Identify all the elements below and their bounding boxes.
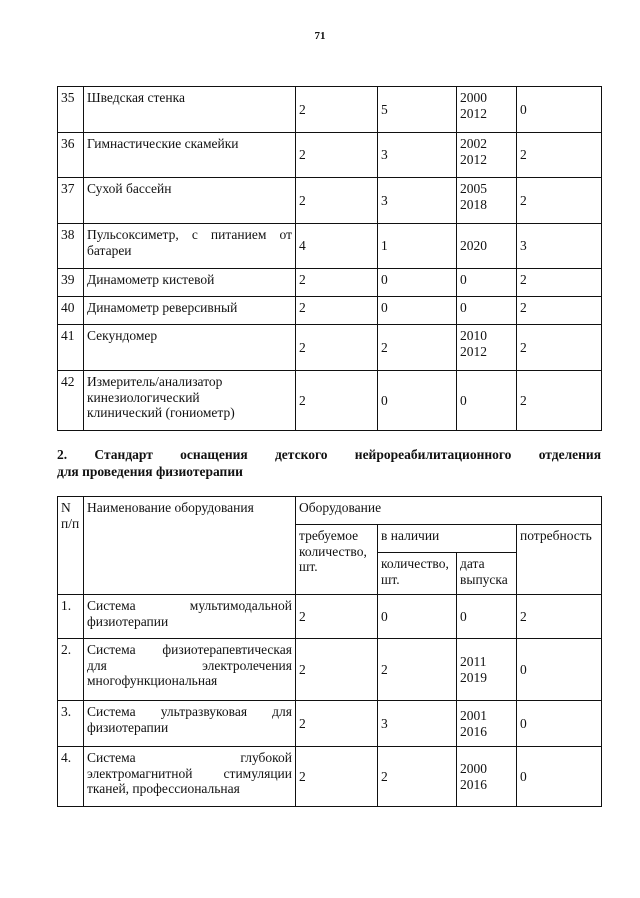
required-quantity: 2 [296, 87, 378, 133]
required-quantity: 2 [296, 701, 378, 747]
row-number: 39 [58, 269, 84, 297]
physiotherapy-equipment-table [57, 496, 602, 807]
equipment-name: Система глубокой электромагнитной стимуляции тканей, профессиональная [84, 747, 296, 807]
need-quantity: 0 [517, 639, 602, 701]
release-date: 2000 2016 [457, 747, 517, 807]
column-header-equipment: Оборудование [296, 497, 602, 525]
release-date: 2000 2012 [457, 87, 517, 133]
row-number: 36 [58, 133, 84, 178]
equipment-name: Пульсоксиметр, с питанием от батареи [84, 224, 296, 269]
equipment-name: Измеритель/анализатор кинезиологический клинический (гониометр) [84, 371, 296, 431]
required-quantity: 2 [296, 297, 378, 325]
available-quantity: 0 [378, 269, 457, 297]
available-quantity: 1 [378, 224, 457, 269]
table-row [58, 269, 602, 297]
row-number: 38 [58, 224, 84, 269]
release-date: 2002 2012 [457, 133, 517, 178]
row-number: 2. [58, 639, 84, 701]
table-row [58, 224, 602, 269]
required-quantity: 2 [296, 747, 378, 807]
available-quantity: 0 [378, 595, 457, 639]
column-header-in-stock: в наличии [378, 525, 517, 553]
release-date: 2005 2018 [457, 178, 517, 224]
required-quantity: 2 [296, 325, 378, 371]
equipment-name: Гимнастические скамейки [84, 133, 296, 178]
row-number: 3. [58, 701, 84, 747]
row-number: 4. [58, 747, 84, 807]
need-quantity: 0 [517, 747, 602, 807]
equipment-name: Система мультимодальной физиотерапии [84, 595, 296, 639]
release-date: 0 [457, 595, 517, 639]
release-date: 2020 [457, 224, 517, 269]
required-quantity: 2 [296, 639, 378, 701]
available-quantity: 2 [378, 639, 457, 701]
table-row [58, 87, 602, 133]
column-header-quantity: количество, шт. [378, 553, 457, 595]
available-quantity: 0 [378, 297, 457, 325]
table-row [58, 595, 602, 639]
required-quantity: 2 [296, 269, 378, 297]
row-number: 40 [58, 297, 84, 325]
required-quantity: 2 [296, 133, 378, 178]
release-date: 2001 2016 [457, 701, 517, 747]
equipment-table-continued [57, 86, 602, 431]
equipment-name: Динамометр реверсивный [84, 297, 296, 325]
need-quantity: 2 [517, 595, 602, 639]
available-quantity: 0 [378, 371, 457, 431]
available-quantity: 3 [378, 701, 457, 747]
section-heading: 2. Стандарт оснащения детского нейрореабилитационного отделения для проведения физиотерапии [57, 447, 601, 479]
release-date: 0 [457, 269, 517, 297]
column-header-number: N п/п [58, 497, 84, 595]
need-quantity: 2 [517, 371, 602, 431]
available-quantity: 5 [378, 87, 457, 133]
need-quantity: 2 [517, 297, 602, 325]
need-quantity: 2 [517, 133, 602, 178]
table-row [58, 178, 602, 224]
release-date: 2011 2019 [457, 639, 517, 701]
row-number: 37 [58, 178, 84, 224]
table-row [58, 297, 602, 325]
table-row [58, 133, 602, 178]
row-number: 35 [58, 87, 84, 133]
need-quantity: 0 [517, 701, 602, 747]
equipment-name: Сухой бассейн [84, 178, 296, 224]
page-number: 71 [314, 30, 326, 42]
release-date: 0 [457, 371, 517, 431]
equipment-name: Секундомер [84, 325, 296, 371]
table-row [58, 325, 602, 371]
need-quantity: 2 [517, 325, 602, 371]
table-row [58, 371, 602, 431]
table-row [58, 639, 602, 701]
available-quantity: 3 [378, 178, 457, 224]
table-row [58, 747, 602, 807]
required-quantity: 2 [296, 371, 378, 431]
need-quantity: 2 [517, 178, 602, 224]
required-quantity: 4 [296, 224, 378, 269]
required-quantity: 2 [296, 595, 378, 639]
equipment-name: Шведская стенка [84, 87, 296, 133]
header-row [58, 497, 602, 525]
column-header-required: требуемое количество, шт. [296, 525, 378, 595]
need-quantity: 2 [517, 269, 602, 297]
release-date: 0 [457, 297, 517, 325]
table-row [58, 701, 602, 747]
available-quantity: 2 [378, 747, 457, 807]
release-date: 2010 2012 [457, 325, 517, 371]
need-quantity: 3 [517, 224, 602, 269]
column-header-date: дата выпуска [457, 553, 517, 595]
need-quantity: 0 [517, 87, 602, 133]
row-number: 41 [58, 325, 84, 371]
row-number: 42 [58, 371, 84, 431]
equipment-name: Система ультразвуковая для физиотерапии [84, 701, 296, 747]
available-quantity: 2 [378, 325, 457, 371]
row-number: 1. [58, 595, 84, 639]
required-quantity: 2 [296, 178, 378, 224]
column-header-name: Наименование оборудования [84, 497, 296, 595]
equipment-name: Динамометр кистевой [84, 269, 296, 297]
equipment-name: Система физиотерапевтическая для электролечения многофункциональная [84, 639, 296, 701]
available-quantity: 3 [378, 133, 457, 178]
column-header-need: потребность [517, 525, 602, 595]
